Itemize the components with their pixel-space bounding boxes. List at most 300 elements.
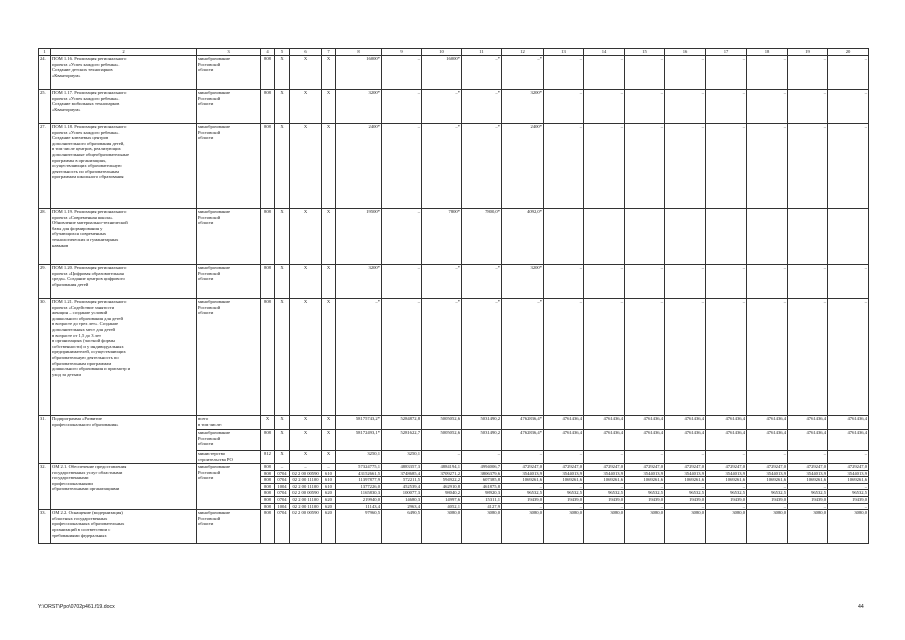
amount-total: 1165830,3	[336, 490, 382, 497]
amount-year: 5005052,6	[422, 430, 462, 451]
amount-year: 4729247,0	[544, 464, 584, 471]
code-grbs: 808	[261, 496, 275, 503]
amount-year: 1069261,6	[706, 477, 747, 484]
amount-year: 2963,4	[382, 503, 422, 510]
footer-file-path: Y:\ORST\Ppo\0702p461.f19.docx	[38, 604, 115, 610]
amount-year: –	[584, 299, 625, 416]
amount-year: –	[747, 124, 788, 209]
amount-year: 98920,3	[462, 490, 502, 497]
amount-year: 4761436,4	[747, 416, 788, 430]
code-csr: 02 2 00 11100	[290, 496, 322, 503]
amount-year: 461875,8	[462, 483, 502, 490]
amount-year: 594922,2	[422, 477, 462, 484]
amount-year	[788, 209, 828, 265]
executor: минобразование Ростовской области	[197, 464, 261, 510]
amount-year: 4761436,4	[665, 430, 706, 451]
amount-year: –	[544, 451, 584, 464]
page-number: 44	[858, 604, 864, 610]
amount-year: –	[584, 483, 625, 490]
amount-year: –*	[422, 90, 462, 124]
table-row	[39, 299, 869, 416]
amount-year: –	[828, 299, 869, 416]
amount-year: 96532,5	[584, 490, 625, 497]
amount-year: 1069261,6	[747, 477, 788, 484]
code-grbs: 808	[261, 90, 275, 124]
amount-year: 3080,0	[584, 510, 625, 544]
amount-year: 4729247,0	[788, 464, 828, 471]
code-grbs: 808	[261, 56, 275, 90]
row-number: 32.	[39, 464, 51, 510]
row-number: 24.	[39, 56, 51, 90]
code-grbs: 812	[261, 451, 275, 464]
amount-year: 4761436,4	[584, 416, 625, 430]
code-csr: Х	[290, 56, 322, 90]
amount-year: 4761436,4	[625, 416, 665, 430]
amount-year: –*	[462, 90, 502, 124]
code-csr: Х	[290, 430, 322, 451]
amount-year: 3080,0	[502, 510, 544, 544]
amount-year: 1069261,6	[502, 477, 544, 484]
amount-year: 3544013,9	[544, 470, 584, 477]
table-row	[39, 416, 869, 430]
measure-name: ОМ 2.1. Обеспечение предоставления государственных услуг областными государственными профессиональными образовательными организациями	[51, 464, 197, 510]
amount-year: 1069261,6	[665, 477, 706, 484]
code-rzpr: Х	[275, 209, 290, 265]
amount-year: –	[747, 451, 788, 464]
amount-year: 3544013,9	[625, 470, 665, 477]
amount-year: –*	[462, 299, 502, 416]
code-csr: Х	[290, 451, 322, 464]
column-number: 6	[290, 49, 322, 56]
amount-year: 4761436,4	[665, 416, 706, 430]
amount-year: 4761436,4	[828, 416, 869, 430]
code-rzpr: Х	[275, 416, 290, 430]
row-number: 25.	[39, 90, 51, 124]
amount-year: 4994006,7	[462, 464, 502, 471]
amount-year: 96532,5	[502, 490, 544, 497]
code-grbs: 808	[261, 483, 275, 490]
amount-year: –	[382, 124, 422, 209]
amount-year: –	[544, 56, 584, 90]
amount-year: 3544013,9	[828, 470, 869, 477]
code-rzpr: Х	[275, 265, 290, 299]
amount-year: –	[382, 90, 422, 124]
amount-year: 3080,0	[544, 510, 584, 544]
code-vr: –	[322, 464, 336, 471]
column-number: 5	[275, 49, 290, 56]
amount-year: 4761436,4	[584, 430, 625, 451]
amount-year: 4883357,3	[382, 464, 422, 471]
amount-year: 4729247,0	[625, 464, 665, 471]
row-number: 30.	[39, 299, 51, 416]
code-csr: Х	[290, 416, 322, 430]
executor: минобразование Ростовской области	[197, 510, 261, 544]
amount-year: 5281622,7	[382, 430, 422, 451]
code-csr: –	[290, 464, 322, 471]
code-rzpr: Х	[275, 124, 290, 209]
amount-year: 19439,0	[747, 496, 788, 503]
amount-year: 16000*	[422, 56, 462, 90]
column-number: 12	[502, 49, 544, 56]
amount-year: 3200*	[502, 90, 544, 124]
code-vr: 620	[322, 503, 336, 510]
amount-year: –	[706, 483, 747, 490]
amount-total: 58172493,1*	[336, 430, 382, 451]
amount-year: –	[625, 56, 665, 90]
amount-year: –	[544, 299, 584, 416]
amount-year: 96532,5	[706, 490, 747, 497]
code-vr: 610	[322, 483, 336, 490]
column-number: 17	[706, 49, 747, 56]
measure-name: ПОМ 1.17. Реализация регионального проекта «Успех каждого ребенка». Создание мобильных технопарков «Кванториум»	[51, 90, 197, 124]
code-rzpr: 0704	[275, 510, 290, 544]
amount-year: 3080,0	[788, 510, 828, 544]
amount-year: 4761436,4	[828, 430, 869, 451]
amount-year: –*	[422, 299, 462, 416]
amount-year: 3748685,4	[382, 470, 422, 477]
code-csr: Х	[290, 209, 322, 265]
amount-year: –	[788, 299, 828, 416]
code-grbs: 808	[261, 430, 275, 451]
code-vr: 620	[322, 510, 336, 544]
amount-year: 4052,1	[422, 503, 462, 510]
amount-year: 19439,0	[625, 496, 665, 503]
amount-year: –	[828, 483, 869, 490]
amount-year: –	[382, 299, 422, 416]
amount-year	[625, 209, 665, 265]
code-grbs: 808	[261, 209, 275, 265]
amount-total: 11143,4	[336, 503, 382, 510]
row-number: 29.	[39, 265, 51, 299]
code-csr: 02 2 00 11100	[290, 503, 322, 510]
row-number: 28.	[39, 209, 51, 265]
amount-year: 3200*	[502, 265, 544, 299]
amount-year: –	[584, 124, 625, 209]
amount-year: –	[665, 265, 706, 299]
amount-year	[706, 209, 747, 265]
code-rzpr: 1004	[275, 483, 290, 490]
amount-year: –	[706, 56, 747, 90]
amount-year: 19439,0	[502, 496, 544, 503]
amount-year: –	[747, 503, 788, 510]
amount-year: –	[625, 503, 665, 510]
executor: минобразование Ростовской области	[197, 265, 261, 299]
amount-year: 7800,0*	[462, 209, 502, 265]
amount-year: –*	[462, 124, 502, 209]
code-rzpr: Х	[275, 451, 290, 464]
executor: минобразование Ростовской области	[197, 56, 261, 90]
amount-year: –*	[422, 265, 462, 299]
code-csr: 02 2 00 11100	[290, 477, 322, 484]
amount-year: –*	[462, 265, 502, 299]
amount-year: 4761436,4	[706, 430, 747, 451]
amount-year: –	[665, 124, 706, 209]
amount-year: –	[382, 209, 422, 265]
amount-year: 2400*	[502, 124, 544, 209]
column-number: 15	[625, 49, 665, 56]
column-number: 8	[336, 49, 382, 56]
column-number: 20	[828, 49, 869, 56]
row-number: 33.	[39, 510, 51, 544]
amount-year: –	[828, 451, 869, 464]
amount-year: –	[544, 503, 584, 510]
amount-year: 4761436,4	[788, 416, 828, 430]
amount-year: 96532,5	[544, 490, 584, 497]
code-csr: Х	[290, 124, 322, 209]
amount-year: 4762836,4*	[502, 416, 544, 430]
column-number: 11	[462, 49, 502, 56]
amount-year: 15311,1	[462, 496, 502, 503]
amount-year: –	[665, 90, 706, 124]
code-vr: Х	[322, 416, 336, 430]
amount-year: –	[747, 483, 788, 490]
code-grbs: 808	[261, 124, 275, 209]
code-rzpr: Х	[275, 90, 290, 124]
amount-year: –	[828, 90, 869, 124]
amount-year: –	[828, 124, 869, 209]
code-grbs: 808	[261, 490, 275, 497]
amount-year: 5031490,2	[462, 430, 502, 451]
amount-year: –	[706, 124, 747, 209]
amount-total: 219940,0	[336, 496, 382, 503]
amount-year: –	[706, 451, 747, 464]
amount-year: –	[747, 265, 788, 299]
amount-total: 11397877,9	[336, 477, 382, 484]
column-number: 9	[382, 49, 422, 56]
amount-year: –	[788, 56, 828, 90]
amount-year: –	[828, 56, 869, 90]
code-rzpr: Х	[275, 299, 290, 416]
amount-year: 19439,0	[788, 496, 828, 503]
amount-year: –	[747, 299, 788, 416]
amount-year: 19439,0	[665, 496, 706, 503]
amount-year	[544, 209, 584, 265]
code-vr: Х	[322, 430, 336, 451]
amount-year: 3080,0	[747, 510, 788, 544]
executor: минобразование Ростовской области	[197, 299, 261, 416]
amount-year: 4729247,0	[502, 464, 544, 471]
amount-year: 3544013,9	[502, 470, 544, 477]
amount-year: 4761436,4	[747, 430, 788, 451]
amount-year: 4729247,0	[584, 464, 625, 471]
amount-year: 14680,3	[382, 496, 422, 503]
amount-year: –*	[462, 56, 502, 90]
amount-year: 1069261,6	[625, 477, 665, 484]
amount-year: –	[747, 90, 788, 124]
amount-year: –	[747, 56, 788, 90]
code-vr: 620	[322, 490, 336, 497]
amount-year: –	[788, 451, 828, 464]
executor: всего в том числе:	[197, 416, 261, 430]
column-number: 14	[584, 49, 625, 56]
amount-year: 3080,0	[422, 510, 462, 544]
amount-year: –	[788, 265, 828, 299]
amount-year	[828, 209, 869, 265]
measure-name: ПОМ 1.21. Реализация регионального проекта «Содействие занятости женщин – создание условий дошкольного образования для детей в возрасте до трех лет». Создание дополнительных мест для детей в возрасте от 1,5 до 3 лет в организациях (частной формы собственности) и у индивидуальных предпринимателей, осуществляющих образовательную деятельность по образовательным программам дошкольного образования и присмотр и уход за детьми	[51, 299, 197, 416]
amount-year: 3709271,2	[422, 470, 462, 477]
amount-total: 2400*	[336, 124, 382, 209]
amount-year: –	[544, 265, 584, 299]
amount-year: –	[382, 56, 422, 90]
column-number: 3	[197, 49, 261, 56]
code-rzpr: 0704	[275, 490, 290, 497]
amount-year: 572211,5	[382, 477, 422, 484]
code-csr: 02 2 00 00590	[290, 510, 322, 544]
amount-year: 19439,0	[706, 496, 747, 503]
amount-year: 4729247,0	[747, 464, 788, 471]
amount-year: –	[422, 451, 462, 464]
measure-name: ПОМ 1.19. Реализация регионального проекта «Современная школа». Обновление материально-технической базы для формирования у обучающихся современных технологических и гуманитарных навыков	[51, 209, 197, 265]
executor: минобразование Ростовской области	[197, 430, 261, 451]
amount-year: 3544013,9	[665, 470, 706, 477]
amount-year: 96532,5	[665, 490, 706, 497]
amount-year: 96532,5	[625, 490, 665, 497]
row-number: 27.	[39, 124, 51, 209]
amount-year: –	[665, 451, 706, 464]
table-row	[39, 90, 869, 124]
table-row	[39, 265, 869, 299]
code-vr: Х	[322, 124, 336, 209]
amount-total: –*	[336, 299, 382, 416]
table-row	[39, 56, 869, 90]
measure-name: ПОМ 1.16. Реализация регионального проекта «Успех каждого ребенка». Создание детских технопарков «Кванториум»	[51, 56, 197, 90]
measure-name: ПОМ 1.18. Реализация регионального проекта «Успех каждого ребенка». Создание ключевых центров дополнительного образования детей, в том числе центров, реализующих дополнительные общеобразовательные программы в организациях, осуществляющих образовательную деятельность по образовательным программам школьного образования	[51, 124, 197, 209]
amount-year: –	[706, 299, 747, 416]
amount-year: –	[584, 56, 625, 90]
amount-year: –	[788, 90, 828, 124]
amount-year: 4761436,4	[788, 430, 828, 451]
amount-year: –	[625, 299, 665, 416]
amount-year: –	[625, 90, 665, 124]
amount-total: 58175743,2*	[336, 416, 382, 430]
amount-year: 4761436,4	[706, 416, 747, 430]
code-rzpr: 1004	[275, 503, 290, 510]
measure-name: ПОМ 1.20. Реализация регионального проекта «Цифровая образовательная среда». Создание центров цифрового образования детей	[51, 265, 197, 299]
amount-year: 3080,0	[706, 510, 747, 544]
amount-year: –	[544, 483, 584, 490]
code-grbs: 808	[261, 510, 275, 544]
amount-year: –	[544, 124, 584, 209]
amount-total: 97960,5	[336, 510, 382, 544]
amount-year: 98040,2	[422, 490, 462, 497]
code-vr: Х	[322, 90, 336, 124]
amount-year	[584, 209, 625, 265]
amount-year: 4729247,0	[665, 464, 706, 471]
amount-year: 3080,0	[462, 510, 502, 544]
code-rzpr: 0704	[275, 477, 290, 484]
column-number: 18	[747, 49, 788, 56]
amount-year: –	[788, 483, 828, 490]
amount-year: –	[502, 503, 544, 510]
budget-table	[38, 48, 869, 544]
code-grbs: Х	[261, 416, 275, 430]
code-rzpr: 0704	[275, 470, 290, 477]
code-grbs: 808	[261, 470, 275, 477]
amount-year	[747, 209, 788, 265]
table-row	[39, 124, 869, 209]
amount-year: 4729247,0	[706, 464, 747, 471]
amount-year: 4884194,1	[422, 464, 462, 471]
code-csr: 02 2 00 11100	[290, 483, 322, 490]
amount-year: –	[788, 503, 828, 510]
amount-year: –	[625, 124, 665, 209]
column-number: 10	[422, 49, 462, 56]
amount-year: 4127,9	[462, 503, 502, 510]
code-rzpr: Х	[275, 56, 290, 90]
amount-year: 3544013,9	[788, 470, 828, 477]
amount-year: –	[706, 265, 747, 299]
column-number: 2	[51, 49, 197, 56]
amount-year: 19439,0	[544, 496, 584, 503]
amount-total: 16000*	[336, 56, 382, 90]
code-vr: Х	[322, 56, 336, 90]
amount-year: –	[502, 451, 544, 464]
document-page	[38, 48, 868, 544]
amount-total: 3250,1	[336, 451, 382, 464]
amount-total: 57324775,1	[336, 464, 382, 471]
amount-year: –*	[422, 124, 462, 209]
amount-year: 3080,0	[828, 510, 869, 544]
amount-year: 3544013,9	[706, 470, 747, 477]
amount-year: 1069261,6	[544, 477, 584, 484]
amount-total: 3200*	[336, 90, 382, 124]
code-vr: 610	[322, 470, 336, 477]
amount-year: 19439,0	[828, 496, 869, 503]
amount-year: –	[584, 90, 625, 124]
amount-year: –	[665, 299, 706, 416]
amount-year: –	[382, 265, 422, 299]
column-number: 1	[39, 49, 51, 56]
executor: минобразование Ростовской области	[197, 90, 261, 124]
amount-year: –	[462, 451, 502, 464]
amount-year: –*	[502, 56, 544, 90]
executor: министерство строительства РО	[197, 451, 261, 464]
amount-year: 5284872,8	[382, 416, 422, 430]
amount-year: 96532,5	[788, 490, 828, 497]
table-row	[39, 464, 869, 471]
column-number: 4	[261, 49, 275, 56]
executor: минобразование Ростовской области	[197, 124, 261, 209]
amount-year: 3250,1	[382, 451, 422, 464]
amount-year: 3080,0	[625, 510, 665, 544]
amount-year: 3544013,9	[584, 470, 625, 477]
amount-year: –	[828, 265, 869, 299]
amount-year: –	[706, 503, 747, 510]
amount-year: –	[788, 124, 828, 209]
code-csr: Х	[290, 299, 322, 416]
code-grbs: 808	[261, 477, 275, 484]
code-grbs: 808	[261, 265, 275, 299]
code-grbs: 808	[261, 464, 275, 471]
amount-year: –	[544, 90, 584, 124]
amount-year: 4762836,4*	[502, 430, 544, 451]
amount-year: 96532,5	[828, 490, 869, 497]
amount-year: –	[584, 451, 625, 464]
amount-year: 452539,4	[382, 483, 422, 490]
code-vr: Х	[322, 209, 336, 265]
amount-year: 96532,5	[747, 490, 788, 497]
code-grbs: 808	[261, 299, 275, 416]
code-rzpr: Х	[275, 430, 290, 451]
amount-year: 7800*	[422, 209, 462, 265]
amount-total: 3200*	[336, 265, 382, 299]
code-csr: Х	[290, 90, 322, 124]
executor: минобразование Ростовской области	[197, 209, 261, 265]
amount-year: 4761436,4	[544, 430, 584, 451]
amount-year: 5031490,2	[462, 416, 502, 430]
column-number: 7	[322, 49, 336, 56]
amount-year: 462910,8	[422, 483, 462, 490]
